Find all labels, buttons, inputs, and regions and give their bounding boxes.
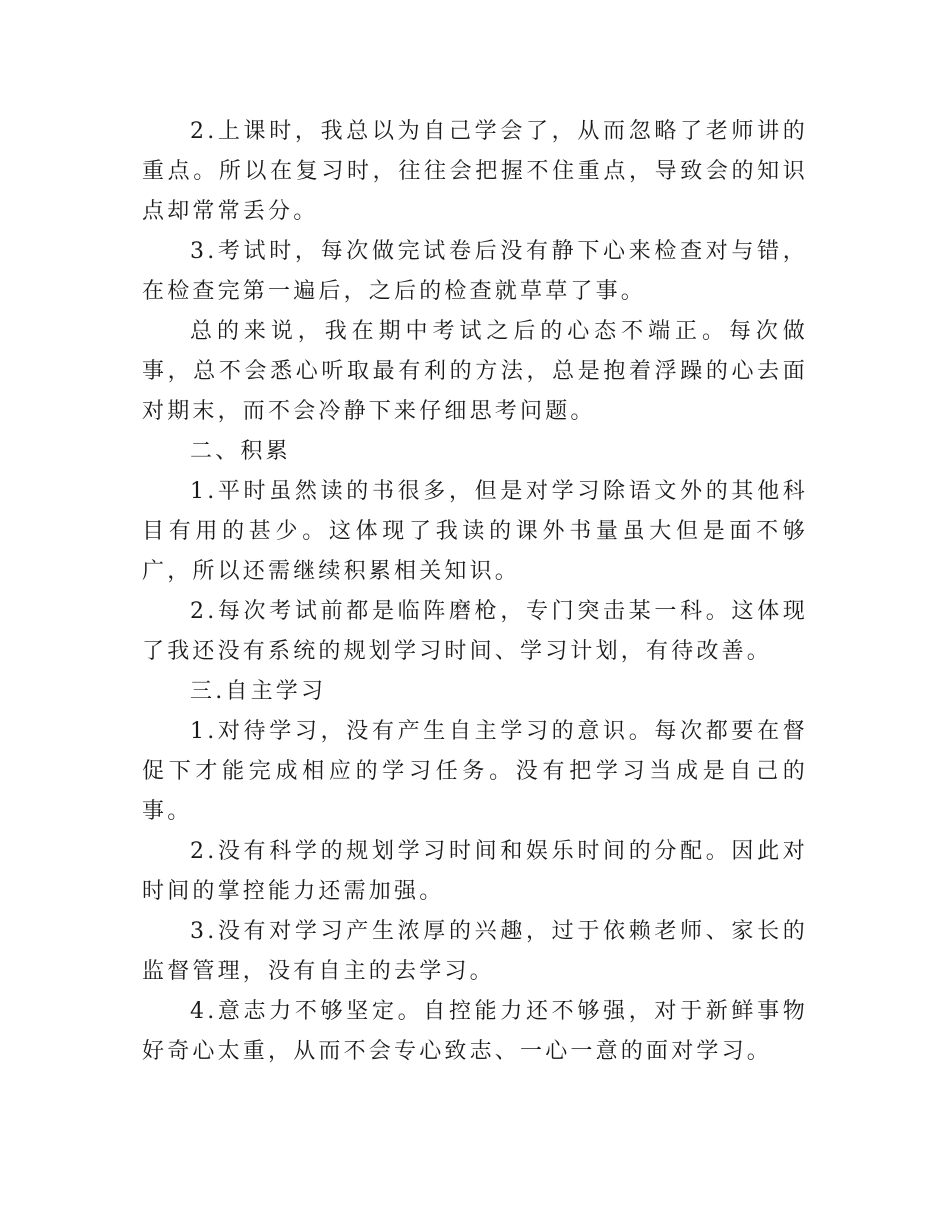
paragraph-summary: 总的来说，我在期中考试之后的心态不端正。每次做事，总不会悉心听取最有利的方法，总是抱着浮躁的心去面对期末，而不会冷静下来仔细思考问题。 <box>142 319 808 424</box>
paragraph-class-attention: 2.上课时，我总以为自己学会了，从而忽略了老师讲的重点。所以在复习时，往往会把握不住重点，导致会的知识点却常常丢分。 <box>142 119 808 224</box>
section-heading-accumulation: 二、积累 <box>190 439 291 464</box>
paragraph-exam-cramming: 2.每次考试前都是临阵磨枪，专门突击某一科。这体现了我还没有系统的规划学习时间、学习计划，有待改善。 <box>142 599 808 664</box>
paragraph-willpower: 4.意志力不够坚定。自控能力还不够强，对于新鲜事物好奇心太重，从而不会专心致志、一心一意的面对学习。 <box>142 999 808 1064</box>
paragraph-interest: 3.没有对学习产生浓厚的兴趣，过于依赖老师、家长的监督管理，没有自主的去学习。 <box>142 919 808 984</box>
document-body <box>142 112 808 1072</box>
paragraph-time-planning: 2.没有科学的规划学习时间和娱乐时间的分配。因此对时间的掌控能力还需加强。 <box>142 839 808 904</box>
paragraph-self-awareness: 1.对待学习，没有产生自主学习的意识。每次都要在督促下才能完成相应的学习任务。没有把学习当成是自己的事。 <box>142 719 808 824</box>
paragraph-reading: 1.平时虽然读的书很多，但是对学习除语文外的其他科目有用的甚少。这体现了我读的课外书量虽大但是面不够广，所以还需继续积累相关知识。 <box>142 479 808 584</box>
section-heading-self-study: 三.自主学习 <box>190 679 327 704</box>
paragraph-exam-checking: 3.考试时，每次做完试卷后没有静下心来检查对与错，在检查完第一遍后，之后的检查就草草了事。 <box>142 239 808 304</box>
